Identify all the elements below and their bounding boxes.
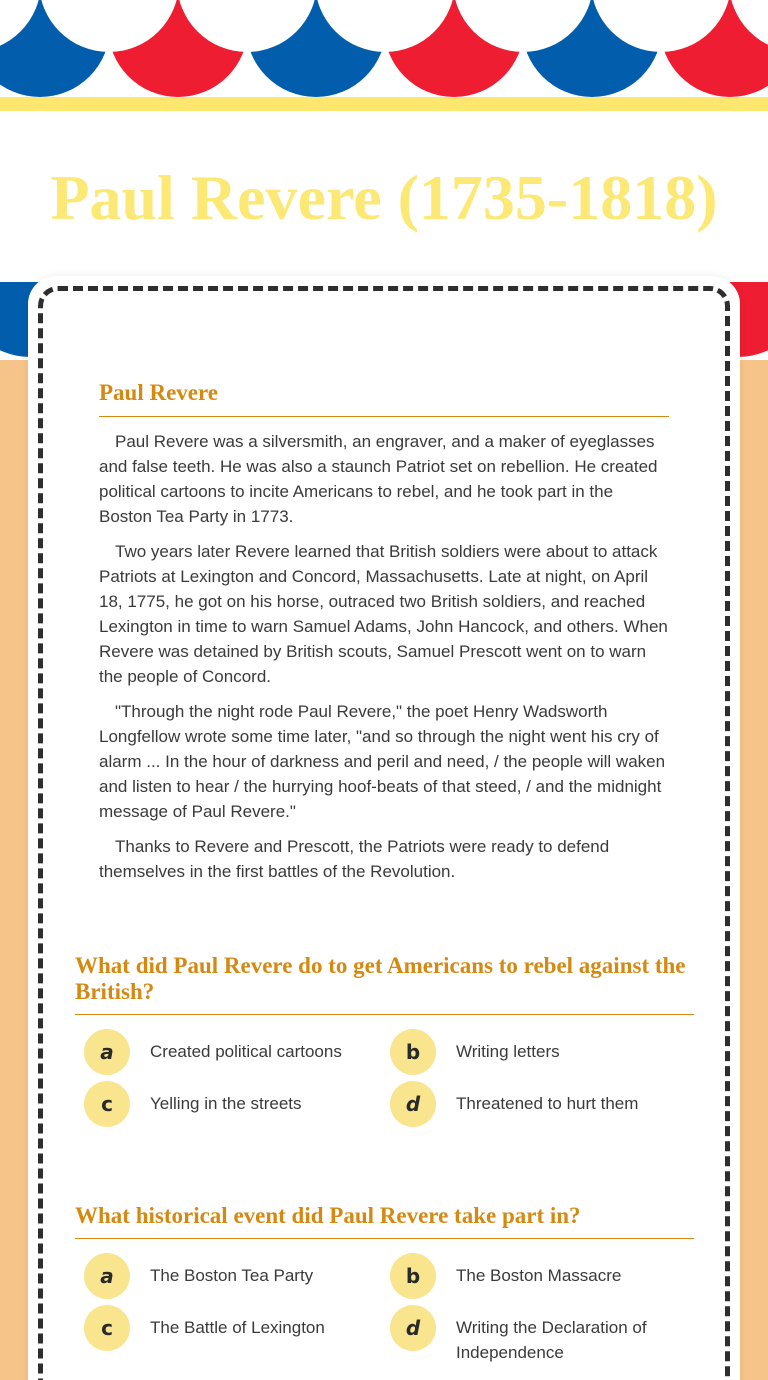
option-text: Writing letters bbox=[456, 1042, 560, 1061]
option-a[interactable] bbox=[75, 1253, 381, 1299]
option-c[interactable] bbox=[75, 1305, 381, 1365]
letter-c-badge: c bbox=[84, 1305, 130, 1351]
page-title: Paul Revere (1735-1818) bbox=[50, 162, 718, 233]
option-b[interactable] bbox=[381, 1029, 694, 1075]
letter-b-badge: b bbox=[390, 1253, 436, 1299]
top-scallop-banner bbox=[0, 0, 768, 112]
question-2 bbox=[75, 1203, 694, 1365]
option-text: Threatened to hurt them bbox=[456, 1094, 639, 1113]
passage-paragraph: Thanks to Revere and Prescott, the Patriots were ready to defend themselves in the first battles of the Revolution. bbox=[99, 837, 610, 881]
option-text: Writing the Declaration of Independence bbox=[456, 1318, 647, 1362]
option-text: Created political cartoons bbox=[150, 1042, 342, 1061]
passage-title: Paul Revere bbox=[99, 378, 669, 417]
reading-passage bbox=[99, 378, 669, 884]
scallop-pattern-icon bbox=[0, 0, 768, 112]
passage-paragraph: Two years later Revere learned that British soldiers were about to attack Patriots at Lexington and Concord, Massachusetts. Late at night, on April 18, 1775, he got on his horse, outraced two British soldiers, and reached Lexington in time to warn Samuel Adams, John Hancock, and others. When Revere was detained by British scouts, Samuel Prescott went on to warn the people of Concord. bbox=[99, 542, 668, 686]
question-title: What did Paul Revere do to get Americans to rebel against the British? bbox=[75, 953, 694, 1015]
option-d[interactable] bbox=[381, 1081, 694, 1127]
passage-paragraph: "Through the night rode Paul Revere," the poet Henry Wadsworth Longfellow wrote some time later, "and so through the night went his cry of alarm ... In the hour of darkness and peril and need, / the people will waken and listen to hear / the hurrying hoof-beats of that steed, / and the midnight message of Paul Revere." bbox=[99, 702, 666, 821]
option-b[interactable] bbox=[381, 1253, 694, 1299]
option-text: Yelling in the streets bbox=[150, 1094, 302, 1113]
letter-b-badge: b bbox=[390, 1029, 436, 1075]
option-text: The Boston Massacre bbox=[456, 1266, 622, 1285]
question-title: What historical event did Paul Revere take part in? bbox=[75, 1203, 694, 1239]
option-d[interactable] bbox=[381, 1305, 694, 1365]
letter-a-badge: a bbox=[84, 1029, 130, 1075]
option-text: The Boston Tea Party bbox=[150, 1266, 314, 1285]
yellow-stripe bbox=[0, 97, 768, 111]
letter-d-badge: d bbox=[390, 1081, 436, 1127]
letter-d-badge: d bbox=[390, 1305, 436, 1351]
option-text: The Battle of Lexington bbox=[150, 1318, 325, 1337]
option-a[interactable] bbox=[75, 1029, 381, 1075]
letter-c-badge: c bbox=[84, 1081, 130, 1127]
letter-a-badge: a bbox=[84, 1253, 130, 1299]
answer-options bbox=[75, 1253, 694, 1365]
answer-options bbox=[75, 1029, 694, 1127]
passage-paragraph: Paul Revere was a silversmith, an engraver, and a maker of eyeglasses and false teeth. He was also a staunch Patriot set on rebellion. He created political cartoons to incite Americans to rebel, and he took part in the Boston Tea Party in 1773. bbox=[99, 432, 658, 526]
option-c[interactable] bbox=[75, 1081, 381, 1127]
title-area bbox=[0, 112, 768, 282]
question-1 bbox=[75, 953, 694, 1127]
